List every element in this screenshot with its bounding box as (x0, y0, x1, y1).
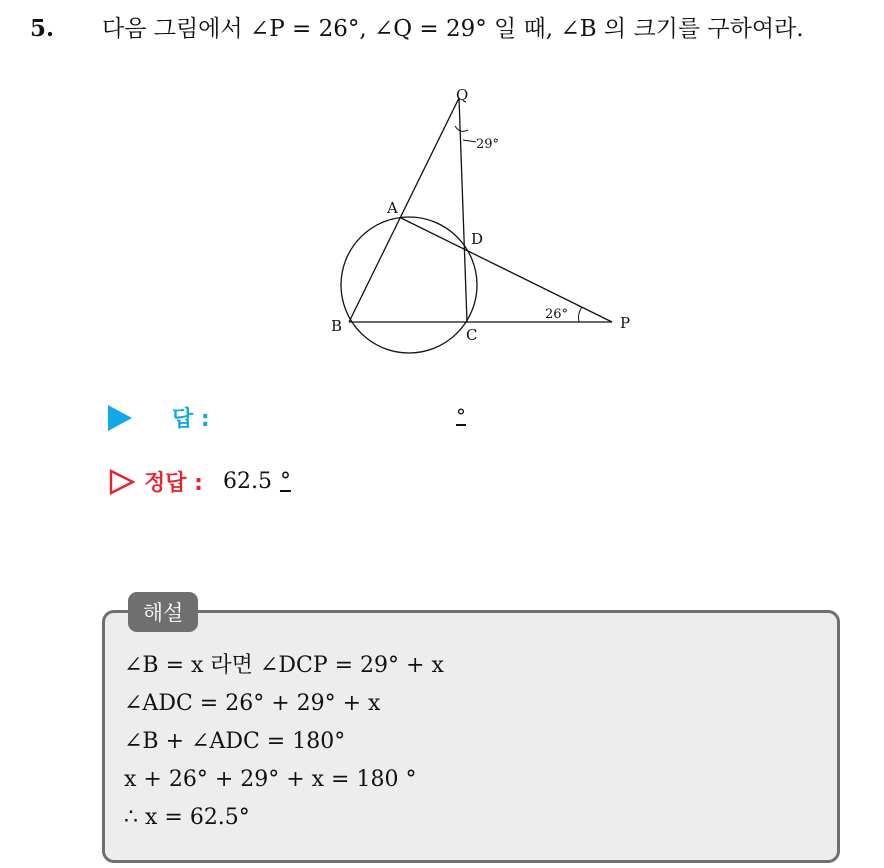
explanation-lines (124, 647, 444, 837)
answer-row (108, 402, 210, 433)
label-angle-p: 26° (545, 307, 569, 322)
answer-label: 답 : (172, 407, 210, 432)
label-angle-q: 29° (476, 137, 500, 152)
line-a-p (401, 218, 612, 322)
angle-pointer-q (463, 140, 476, 142)
outline-triangle-icon (108, 468, 136, 496)
question-text: 다음 그림에서 ∠P = 26°, ∠Q = 29° 일 때, ∠B 의 크기를 구하여라. (102, 16, 804, 42)
label-d: D (471, 230, 484, 248)
label-a: A (387, 199, 398, 217)
label-q: Q (456, 86, 469, 104)
label-p: P (620, 314, 631, 332)
explanation-line: ∠B = x 라면 ∠DCP = 29° + x (124, 653, 444, 678)
explanation-line: ∠ADC = 26° + 29° + x (124, 691, 381, 716)
explanation-tag: 해설 (128, 592, 198, 632)
label-c: C (466, 326, 478, 344)
circle (341, 217, 477, 353)
explanation-line: ∠B + ∠ADC = 180° (124, 729, 346, 754)
line-q-b (349, 98, 459, 322)
explanation-line: ∴ x = 62.5° (124, 805, 250, 830)
geometry-diagram (300, 78, 660, 368)
correct-answer-unit: ° (279, 469, 291, 494)
correct-answer-row (108, 466, 291, 497)
geometry-figure (300, 78, 660, 368)
answer-blank[interactable]: ° (456, 404, 466, 428)
explanation-line: x + 26° + 29° + x = 180 ° (124, 767, 417, 792)
angle-arc-p (578, 307, 582, 322)
correct-answer-value: 62.5 (222, 469, 272, 494)
angle-arc-q (455, 126, 468, 131)
question (30, 12, 870, 46)
play-triangle-icon (108, 405, 132, 431)
correct-answer-label: 정답 : (144, 471, 203, 496)
label-b: B (331, 317, 343, 335)
question-number: 5. (30, 15, 55, 42)
